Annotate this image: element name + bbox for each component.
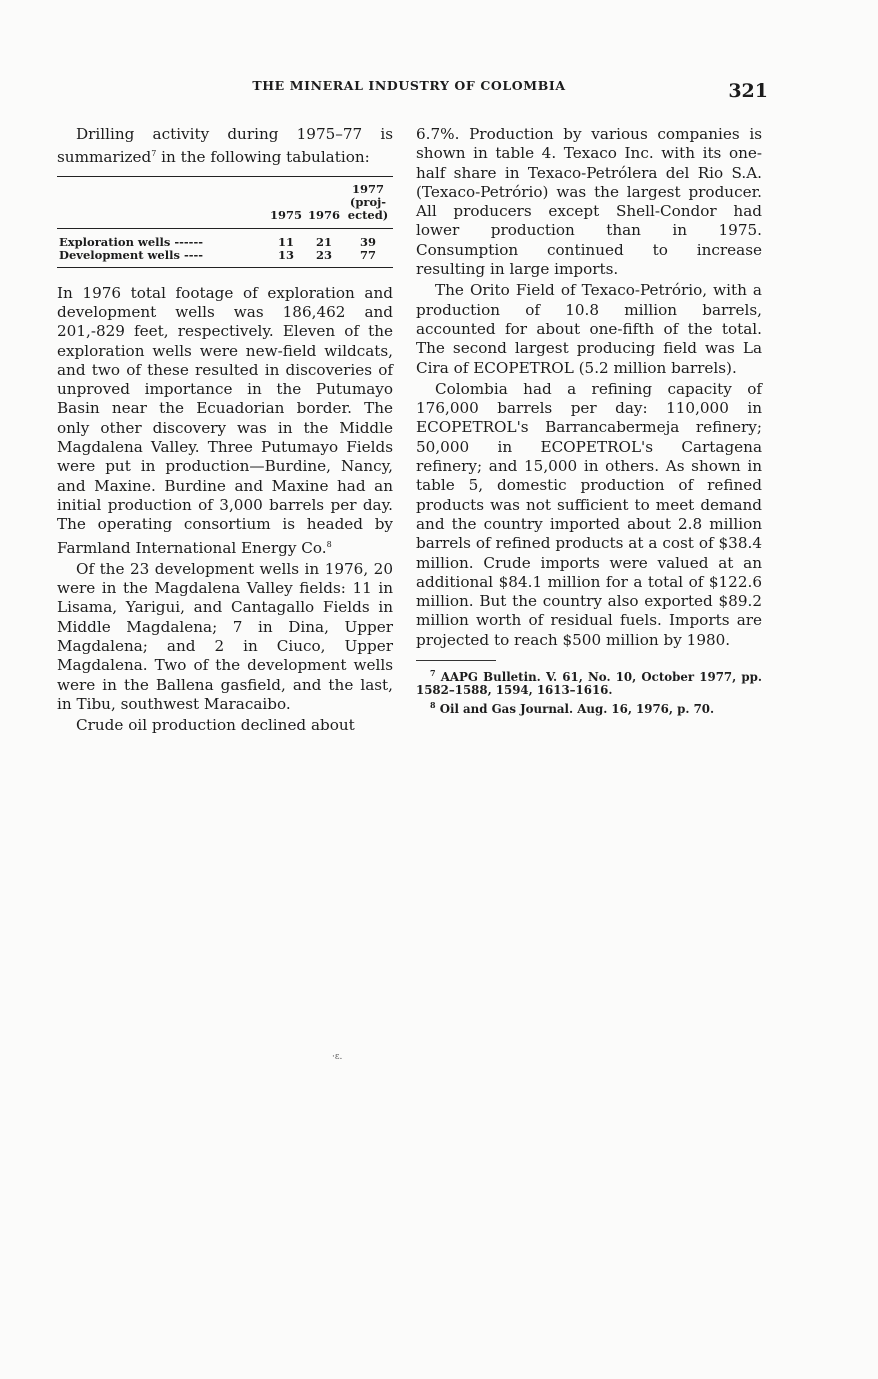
paragraph-crude-oil: Crude oil production declined about	[76, 716, 355, 735]
cell-1976: 21	[315, 234, 332, 249]
paragraph-production: 6.7%. Production by various companies is shown in table 4. Texaco Inc. with its one-half share in Texaco-Petrólera del Rio S.A. (Texaco-Petrório) was the largest producer. All producers except Shell-Condor had lower production than in 1975. Consumption continued to increase resulting in large imports.	[416, 125, 762, 279]
table-header-1976: 1976	[307, 207, 340, 222]
paragraph-development-wells: Of the 23 development wells in 1976, 20 were in the Magdalena Valley fields: 11 in Lisama, Yarigui, and Cantagallo Fields in Middle Magdalena; 7 in Dina, Upper Magdalena; and 2 in Ciuco, Upper Magdalena. Two of the development wells were in the Ballena gasfield, and the last, in Tibu, southwest Maracaibo.	[57, 559, 393, 713]
cell-1976: 23	[315, 247, 332, 262]
footnote-divider	[416, 660, 496, 661]
cell-1977: 77	[359, 247, 376, 262]
table-row	[57, 228, 393, 249]
left-column	[57, 125, 393, 738]
table-row	[57, 249, 393, 268]
footnote-ref-7: 7	[151, 149, 157, 159]
drilling-activity-table	[57, 176, 393, 268]
row-label: Development wells ----	[59, 247, 204, 262]
right-column	[416, 125, 762, 718]
paragraph-orito-field: The Orito Field of Texaco-Petrório, with a production of 10.8 million barrels, accounted for about one-fifth of the total. The second largest producing field was La Cira of ECOPETROL (5.2 million barrels).	[416, 281, 762, 377]
footnote-ref-8: 8	[326, 539, 332, 549]
intro-paragraph: Drilling activity during 1975–77 is summarized$^7$ in the following tabulation:	[57, 125, 393, 167]
paragraph-footage: In 1976 total footage of exploration and development wells was 186,462 and 201,-829 feet, respectively. Eleven of the exploration wells were new-field wildcats, and two of these resulted in discoveries of unproved importance in the Putumayo Basin near the Ecuadorian border. The only other discovery was in the Middle Magdalena Valley. Three Putumayo Fields were put in production—Burdine, Nancy, and Maxine. Burdine and Maxine had an initial production of 3,000 barrels per day. The operating consortium is headed by Farmland International Energy Co.$^8$	[57, 283, 393, 557]
page-number: 321	[728, 80, 768, 102]
table-header-1977: 1977 (proj- ected)	[347, 181, 389, 222]
paragraph-refining: Colombia had a refining capacity of 176,000 barrels per day: 110,000 in ECOPETROL's Barrancabermeja refinery; 50,000 in ECOPETROL's Cartagena refinery; and 15,000 in others. As shown in table 5, domestic production of refined products was not sufficient to meet demand and the country imported about 2.8 million barrels of refined products at a cost of $38.4 million. Crude imports were valued at an additional $84.1 million for a total of $122.6 million. But the country also exported $89.2 million worth of residual fuels. Imports are projected to reach $500 million by 1980.	[416, 379, 762, 649]
stray-mark: ·ɛ.	[332, 1052, 343, 1062]
footnote-8: $^8$ Oil and Gas Journal. Aug. 16, 1976, p. 70.	[430, 699, 715, 716]
running-header: THE MINERAL INDUSTRY OF COLOMBIA	[252, 78, 566, 93]
row-label: Exploration wells ------	[59, 234, 203, 249]
cell-1975: 11	[277, 234, 294, 249]
table-header-1975: 1975	[269, 207, 302, 222]
footnote-7: $^7$ AAPG Bulletin. V. 61, No. 10, October 1977, pp. 1582–1588, 1594, 1613–1616.	[416, 668, 763, 697]
table-header-label	[57, 176, 267, 228]
table-header-row	[57, 176, 393, 228]
cell-1977: 39	[359, 234, 376, 249]
cell-1975: 13	[277, 247, 294, 262]
